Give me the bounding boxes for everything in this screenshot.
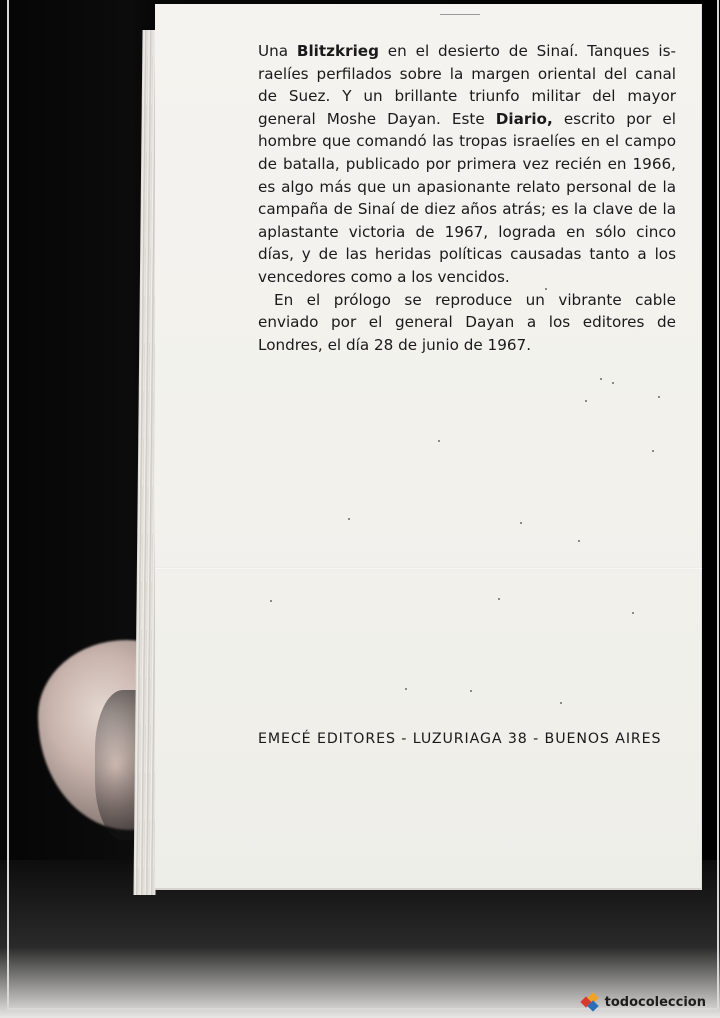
blurb-bold-blitzkrieg: Blitzkrieg [296,42,379,60]
back-cover-blurb [258,40,676,356]
blurb-bold-diario: Diario, [495,109,553,128]
watermark-logo-icon [582,994,600,1010]
cover-top-mark [440,14,480,15]
site-watermark [582,994,706,1010]
cover-fold-line [155,567,702,570]
publisher-imprint: EMECÉ EDITORES - LUZURIAGA 38 - BUENOS AIRES [258,731,662,747]
watermark-text: todocoleccion [604,994,706,1010]
blurb-paragraph-2: En el prólogo se reproduce un vibrante cable enviado por el general Dayan a los editores de Londres, el día 28 de junio de 1967. [258,290,676,354]
blurb-text: en el desierto de Sinaí. Tanques israelíes perfilados sobre la margen oriental del canal de Suez. Y un brillante triunfo militar del mayor general Moshe Dayan. Este [258,42,676,128]
blurb-text: escrito por el hombre que comandó las tropas israelíes en el campo de batalla, publicado por primera vez recién en 1966, es algo más que un apasionante relato personal de la campaña de Sinaí de diez años atrás; es la clave de la aplastante victoria de 1967, lograda en sólo cinco días, y de las heridas políticas causadas tanto a los vencedores como a los vencidos. [258,109,676,286]
blurb-paragraph-1 [258,40,676,289]
blurb-text: Una [258,42,297,60]
